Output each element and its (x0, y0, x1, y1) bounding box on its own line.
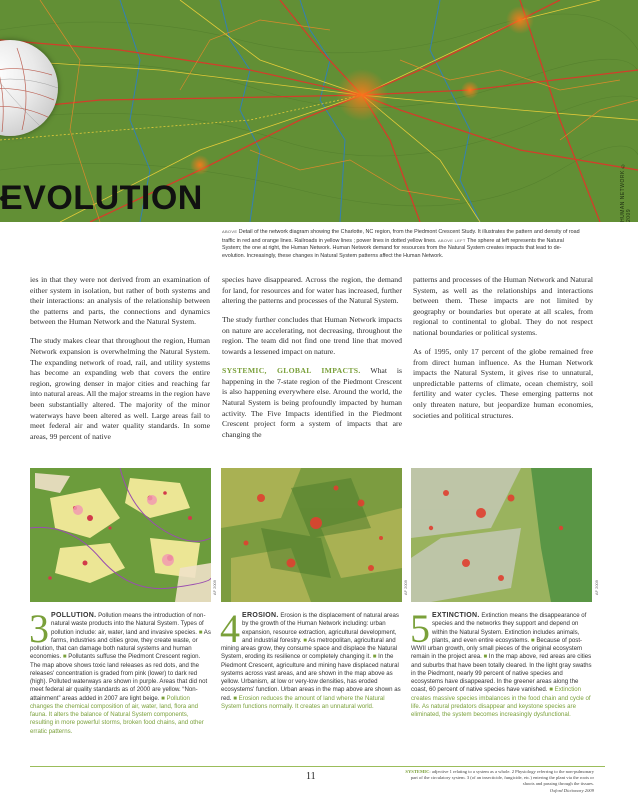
paragraph-text: What is happening in the 7-state region of the Piedmont Crescent is also happening everywhere else. Around the world, the Natural System is being profoundly impacted by human activity. The Five Impacts identified in the Piedmont Crescent project form a system of impacts that are changing the (222, 366, 402, 439)
page-title: EVOLUTION (0, 179, 203, 217)
caption-tag-above: ABOVE (222, 229, 238, 234)
impact-summary: Erosion reduces the amount of land where the Natural System functions normally. It creates an unnatural world. (221, 694, 385, 710)
impact-text: Pollutants suffuse the Piedmont Crescent region. The map above shows toxic land releases as red dots, and the releases' concentration is graded from pink (lower) to dark red (high). Polluted waterways are shown in purple. Areas that did not meet federal air quality standards as of 2000 are yellow. “Non-attainment” areas added in 2007 are light beige. (30, 653, 208, 702)
impact-summary: Extinction creates massive species imbalances in the food chain and cycle of life. As natural predators disappear and keystone species are eliminated, the system becomes increasingly dysfunctional. (411, 686, 591, 718)
footer-definition: SYSTEMIC: adjective 1 relating to a system as a whole. 2 Physiology referring to the non-pulmonary part of the circulatory system. 3 (of an insecticide, fungicide, etc.) entering the plant via the roots or shoots and passing through the tissues. Oxford Dictionary 2009 (405, 769, 594, 793)
impact-summary: Pollution changes the chemical composition of air, water, land, flora and fauna. It alters the balance of Natural System components, resulting in more powerful storms, broken food chains, and other erratic patterns. (30, 694, 204, 735)
impact-text: Pollution means the introduction of non-natural waste products into the Natural System. Types of pollution include: air, water, land and invasive species. (51, 612, 206, 636)
paragraph: The study makes clear that throughout the region, Human Network expansion is overwhelming the Natural System. The expanding network of road, rail, and utility systems has become an expanding web that covers the entire region, growing denser in major cities and reaching far into natural areas. All the major streams in the region have been substantially altered. The majority of the minor waterways have been altered as well. Large areas fail to meet federal air and water quality standards. In some areas, 99 percent of native (30, 336, 210, 441)
body-column-3 (413, 275, 593, 430)
impact-number: 3 (29, 606, 49, 651)
square-bullet-icon: ■ (303, 636, 307, 644)
erosion-map (221, 468, 402, 602)
impact-heading: EROSION. (242, 612, 279, 619)
impact-text: In the Piedmont Crescent, agriculture and mining have displaced natural systems across vast areas, and are shown in the map above as yellow. Urbanism, at low or very-low densities, has eroded ecosystems' function. Urban areas in the map above are shown as red. (221, 653, 401, 702)
footer-rule (30, 766, 605, 767)
paragraph: ies in that they were not derived from an examination of either system in isolation, but rather of both systems and their interactions: an analysis of the relationship between the patterns and parts, the connections and dynamics between the Human Network and the Natural System. (30, 275, 210, 327)
pollution-block (29, 606, 212, 736)
page-number: 11 (306, 771, 316, 782)
paragraph: As of 1995, only 17 percent of the globe remained free from direct human influence. As the Human Network impacts the Natural System, it gives rise to unnatural, unpredictable patterns of climate, ocean chemistry, soil fertility and water cycles. These emerging patterns not only threaten nature, but jeopardize human economies, societies and political structures. (413, 347, 593, 420)
impact-number: 5 (410, 606, 430, 651)
impact-heading: POLLUTION. (51, 612, 97, 619)
body-column-2 (222, 275, 402, 449)
square-bullet-icon: ■ (161, 694, 165, 702)
natural-system-sphere (0, 40, 58, 136)
paragraph: species have disappeared. Across the region, the demand for land, for resources and for water has increased, further altering the patterns and processes of the Natural System. (222, 275, 402, 306)
impact-text: As farms, industries and cities grow, they create waste, or pollution, that can damage both natural systems and human economies. (30, 628, 211, 661)
square-bullet-icon: ■ (372, 653, 377, 661)
impact-heading: EXTINCTION. (432, 612, 480, 619)
panel-credit: AF 2009 (212, 580, 217, 596)
panel-credit: AF 2009 (403, 580, 408, 596)
body-column-1 (30, 275, 210, 451)
impact-number: 4 (220, 606, 240, 651)
panel-credit: AF 2009 (594, 580, 599, 596)
section-subhead: SYSTEMIC, GLOBAL IMPACTS. (222, 366, 361, 376)
paragraph (222, 366, 402, 440)
square-bullet-icon: ■ (198, 628, 203, 636)
impact-text: Erosion is the displacement of natural areas by the growth of the Human Network including: urban expansion, resource extraction, agricultural development, and industrial forestry. (242, 612, 399, 644)
square-bullet-icon: ■ (233, 694, 237, 702)
extinction-block (410, 606, 593, 719)
square-bullet-icon: ■ (530, 636, 535, 644)
caption-text-2: The sphere at left represents the Natural System; the one at right, the Human Network. Human Network demand for resources from the Natural System creates impacts that lead to de-evolution. Increasingly, these changes in Natural System patterns affect the Human Network. (222, 237, 564, 259)
impact-text: As metropolitan, agricultural and mining areas grow, they consume space and displace the Natural System, eroding its resilience or completely changing it. (221, 636, 398, 661)
square-bullet-icon: ■ (549, 686, 553, 694)
square-bullet-icon: ■ (62, 653, 67, 661)
definition-source: Oxford Dictionary 2009 (549, 787, 594, 793)
impact-text: In the map above, red areas are cities and suburbs that have been totally cleared. In the light gray swaths in the Piedmont, nearly 99 percent of native species and ecosystems have disappeared. In the greener areas along the coast, 60 percent of native species have vanished. (411, 653, 592, 694)
extinction-map (411, 468, 592, 602)
caption-text-1: Detail of the network diagram showing the Charlotte, NC region, from the Piedmont Crescent Study. It illustrates the pattern and density of road traffic in red and orange lines. Railroads in yellow lines ; power lines in dotted yellow lines. (222, 229, 580, 244)
impact-text: Because of post-WWII urban growth, only small pieces of the original ecosystem remain in the project area. (411, 636, 583, 661)
pollution-map (30, 468, 211, 602)
square-bullet-icon: ■ (483, 653, 488, 661)
impact-text: Extinction means the disappearance of species and the networks they support and depend on within the Natural System. Extinction includes animals, plants, and even entire ecosystems. (432, 612, 587, 644)
paragraph: patterns and processes of the Human Network and Natural System, as well as the relationships and interactions between them. These impacts are not limited by geography or boundaries but operate at all scales, from regional to continental to global. They do not respect national boundaries or political systems. (413, 275, 593, 337)
paragraph: The study further concludes that Human Network impacts on nature are accelerating, not decreasing, throughout the region. The team did not find one trend line that moved towards a lessened impact on nature. (222, 315, 402, 357)
photo-credit: HUMAN NETWORK © 2009 (620, 161, 632, 222)
hero-caption (222, 228, 582, 260)
erosion-block (220, 606, 403, 711)
definition-word: SYSTEMIC (405, 769, 430, 774)
definition-text: adjective 1 relating to a system as a whole. 2 Physiology referring to the non-pulmonary part of the circulatory system. 3 (of an insecticide, fungicide, etc.) entering the plant via the roots or shoots and passing through the tissues. (410, 769, 594, 787)
caption-tag-left: ABOVE LEFT (437, 237, 466, 243)
